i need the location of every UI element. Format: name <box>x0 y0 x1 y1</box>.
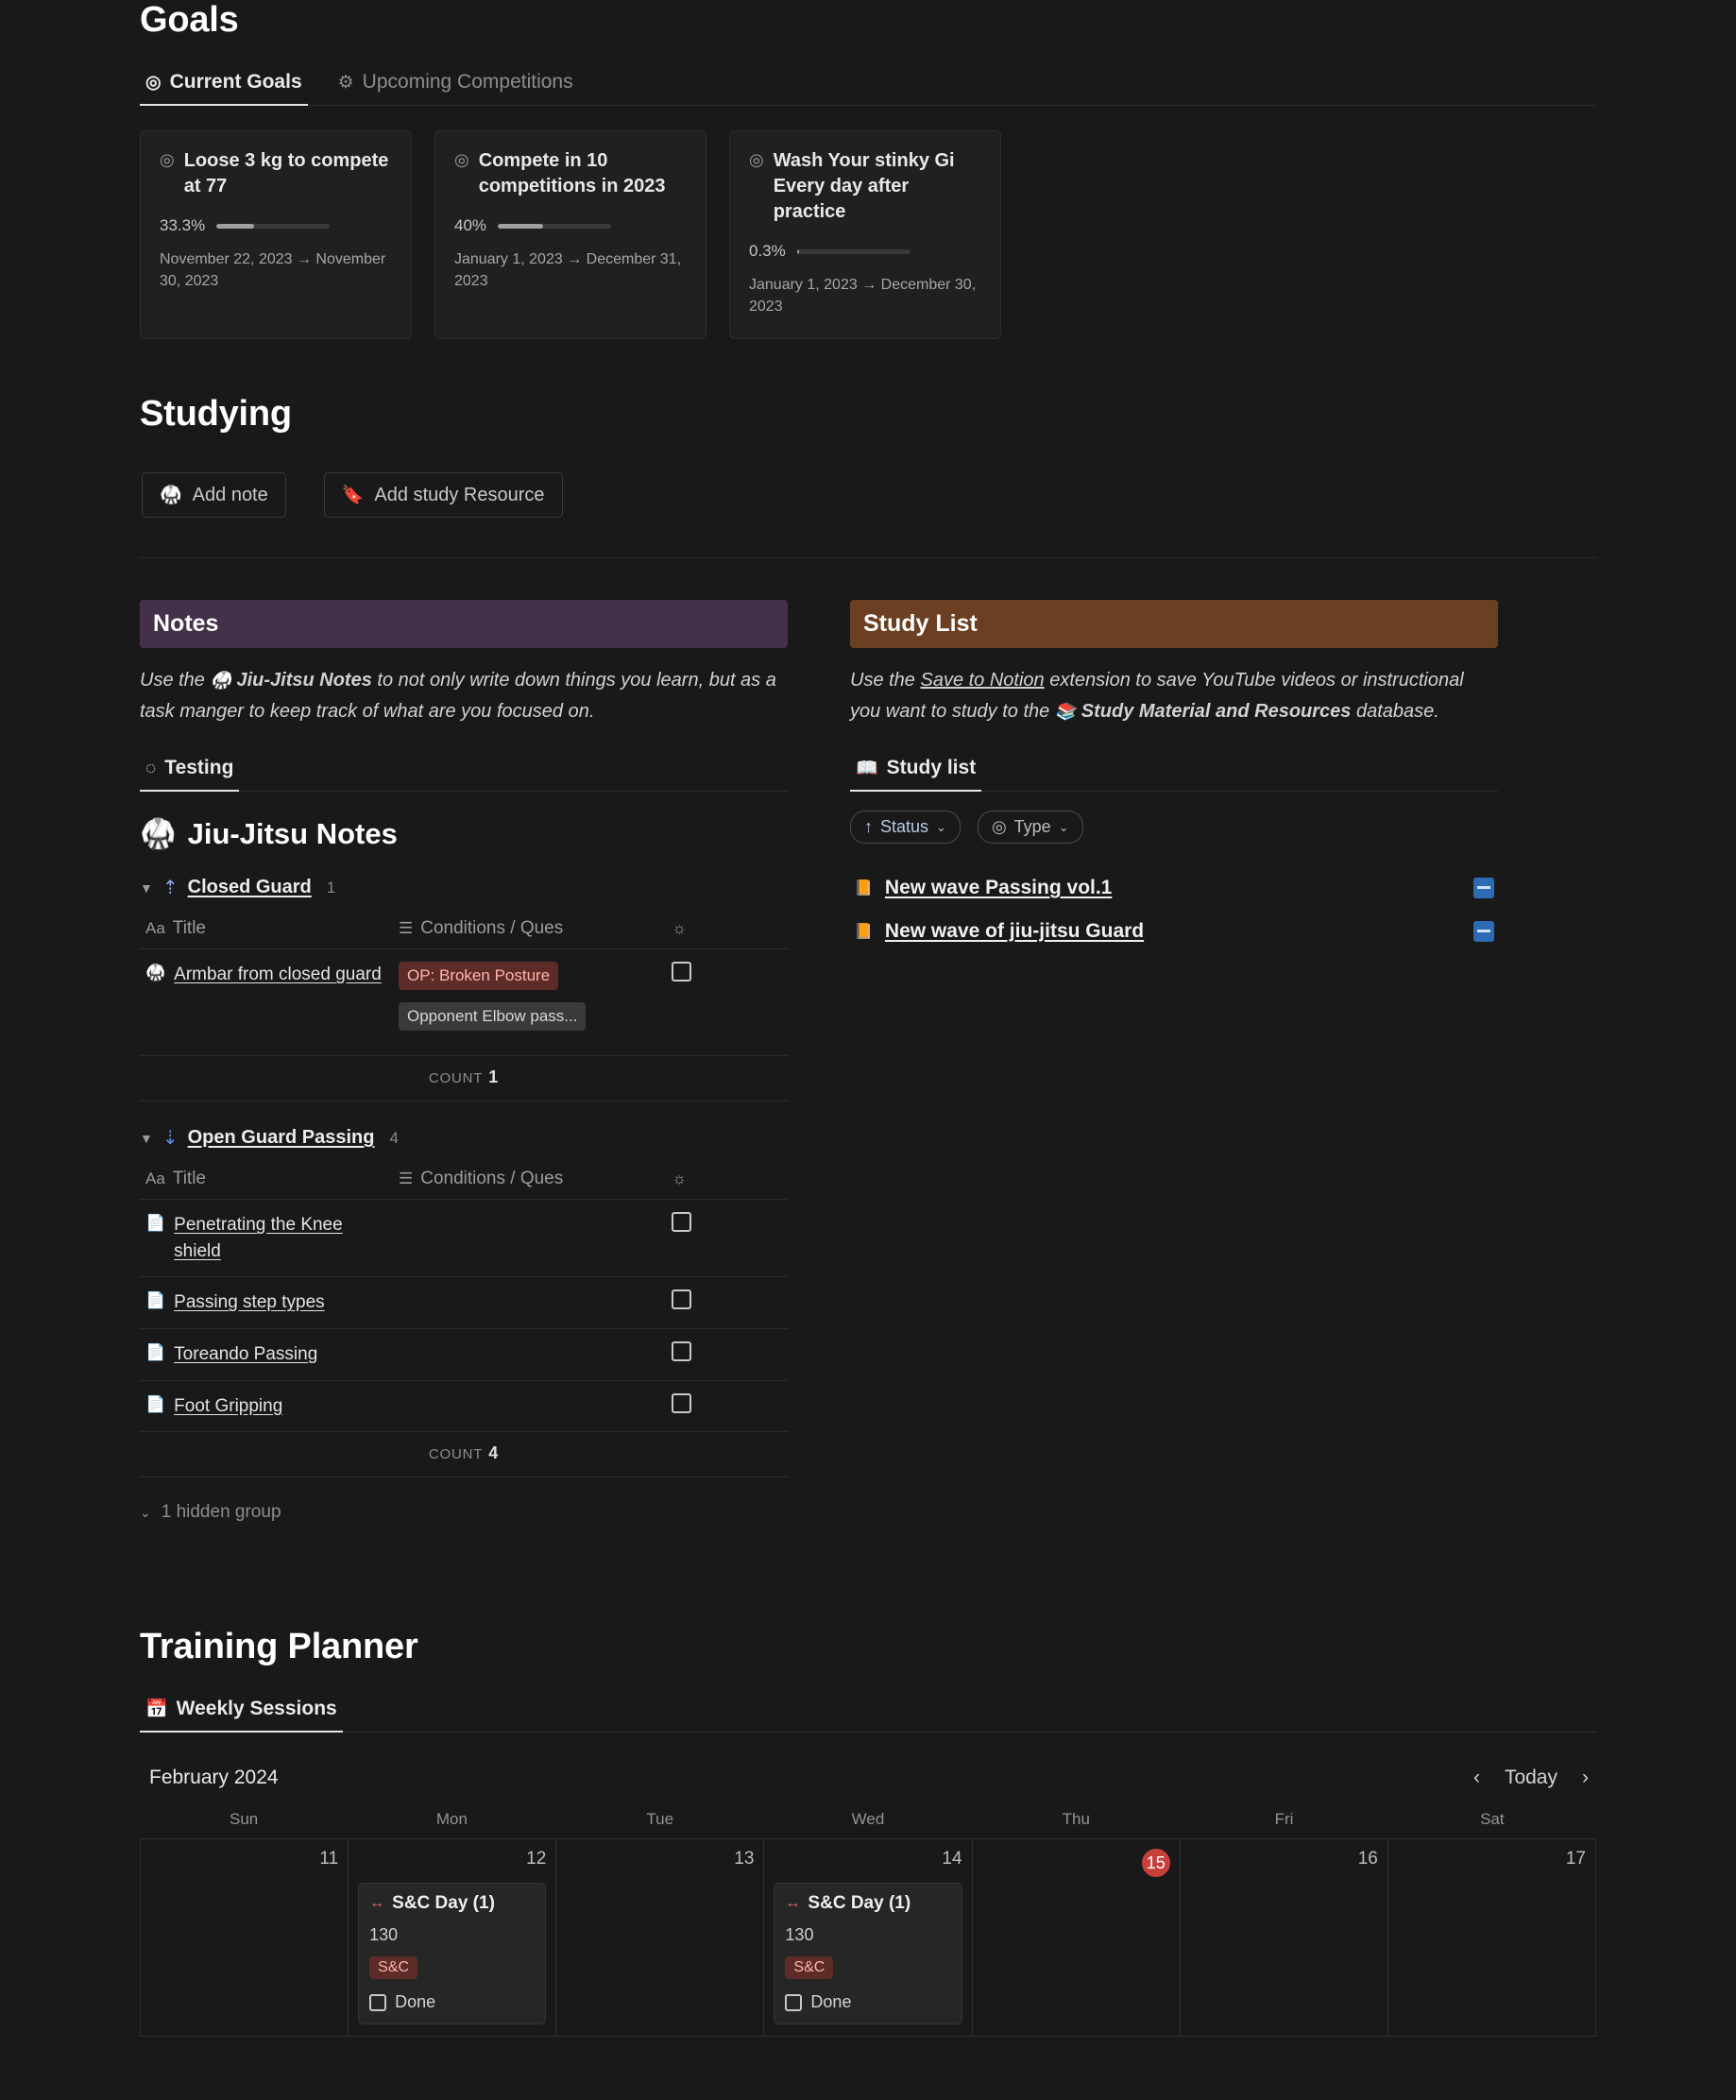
day-number: 17 <box>1565 1849 1586 1870</box>
group-count: 1 <box>326 878 336 896</box>
training-planner-section <box>140 1627 1596 2037</box>
today-button[interactable]: Today <box>1504 1767 1557 1789</box>
weekday-label: Sun <box>230 1810 259 1829</box>
target-icon: ◎ <box>145 72 162 93</box>
content-columns <box>140 600 1596 1523</box>
event-checkbox[interactable] <box>369 1994 386 2011</box>
database-title <box>140 816 788 851</box>
day-number: 14 <box>942 1849 962 1870</box>
column-header-conditions[interactable]: ☰ Conditions / Ques <box>393 909 666 949</box>
count-value: 1 <box>488 1067 500 1087</box>
kimono-icon: 🥋 <box>210 671 231 691</box>
loading-icon: ◌ <box>145 758 157 778</box>
weekday-label: Fri <box>1274 1810 1294 1829</box>
sun-icon: ☼ <box>672 1170 687 1188</box>
hidden-group-label: 1 hidden group <box>161 1502 281 1523</box>
event-done-label: Done <box>395 1992 436 2012</box>
list-item[interactable] <box>850 866 1498 910</box>
chevron-down-icon: ⌄ <box>1058 819 1069 834</box>
event-done-row[interactable] <box>369 1992 535 2012</box>
goal-card-header <box>749 148 981 225</box>
cell-title[interactable] <box>140 1277 393 1329</box>
desc-text-1: Use the <box>140 670 211 691</box>
row-title: Penetrating the Knee shield <box>174 1215 343 1261</box>
table-row[interactable] <box>140 1328 788 1380</box>
event-title-row <box>785 1893 950 1914</box>
calendar-header <box>140 1767 1596 1789</box>
event-title: S&C Day (1) <box>808 1893 911 1914</box>
column-header-conditions[interactable]: ☰ Conditions / Ques <box>393 1159 666 1200</box>
minus-badge-icon[interactable] <box>1473 921 1494 942</box>
filter-label: Type <box>1013 817 1051 837</box>
book-icon: 📙 <box>854 924 873 941</box>
weekday-label: Mon <box>435 1810 468 1829</box>
calendar-day-cell[interactable] <box>1388 1839 1596 2037</box>
target-icon: ◎ <box>454 150 469 169</box>
list-icon: ☰ <box>398 1170 414 1188</box>
day-number-today: 15 <box>1142 1849 1170 1877</box>
sort-up-icon: ↑ <box>864 817 873 837</box>
studying-section <box>140 394 1596 558</box>
study-list-tabstrip <box>850 751 1498 792</box>
button-label: Add note <box>192 484 268 505</box>
chevron-down-icon[interactable]: ▼ <box>140 879 153 896</box>
hidden-group-toggle[interactable] <box>140 1502 788 1523</box>
cell-checkbox[interactable] <box>666 1200 788 1277</box>
day-number: 16 <box>1357 1849 1378 1870</box>
day-number: 12 <box>526 1849 547 1870</box>
calendar-day-cell[interactable] <box>556 1839 764 2037</box>
weekday-label: Sat <box>1480 1810 1505 1829</box>
progress-bar <box>498 224 611 229</box>
book-icon: 📖 <box>856 758 878 778</box>
goal-title: Compete in 10 competitions in 2023 <box>478 150 666 196</box>
calendar-day-cell[interactable] <box>1181 1839 1388 2037</box>
goal-card-list <box>140 130 1596 339</box>
tab-current-goals[interactable] <box>140 65 308 105</box>
planner-title: Training Planner <box>140 1627 418 1667</box>
tag: Opponent Elbow pass... <box>399 1002 587 1031</box>
planner-tabstrip <box>140 1692 1596 1733</box>
column-header-title[interactable]: Aa Title <box>140 1159 393 1200</box>
table-row[interactable] <box>140 1277 788 1329</box>
goal-dates: November 22, 2023 → November 30, 2023 <box>160 251 386 290</box>
row-checkbox[interactable] <box>672 1341 691 1361</box>
tab-label: Current Goals <box>169 71 302 93</box>
group-count-row <box>140 1056 788 1101</box>
desc-text-2: to not only write down things you learn, but as a task manger to keep track of what are you focused on. <box>140 670 776 722</box>
notes-callout: Notes <box>140 600 788 648</box>
event-number: 130 <box>785 1925 814 1945</box>
calendar-grid <box>140 1838 1596 2037</box>
tab-label: Upcoming Competitions <box>362 71 573 93</box>
calendar-month-label: February 2024 <box>149 1767 279 1789</box>
next-month-button[interactable]: › <box>1582 1767 1589 1789</box>
calendar-day-cell[interactable] <box>349 1839 556 2037</box>
goal-progress <box>749 242 981 261</box>
group-name: Open Guard Passing <box>187 1127 375 1149</box>
add-study-resource-button[interactable] <box>324 472 563 518</box>
cell-conditions[interactable] <box>393 1200 666 1277</box>
cell-title[interactable] <box>140 1328 393 1380</box>
cell-conditions[interactable] <box>393 1277 666 1329</box>
desc-bold: Jiu-Jitsu Notes <box>236 670 372 691</box>
notes-table-closed-guard <box>140 909 788 1056</box>
cell-checkbox[interactable] <box>666 1277 788 1329</box>
count-value: 4 <box>488 1443 500 1463</box>
study-list-description <box>850 665 1498 726</box>
event-done-label: Done <box>810 1992 852 2012</box>
goal-percent: 33.3% <box>160 216 206 234</box>
database-title-label: Jiu-Jitsu Notes <box>187 816 398 850</box>
event-done-row[interactable] <box>785 1992 950 2012</box>
goal-dates: January 1, 2023 → December 31, 2023 <box>454 251 682 290</box>
goal-card-header <box>160 148 392 199</box>
desc-text-2: extension to save YouTube videos or instructional you want to study to the <box>850 670 1464 722</box>
filter-status[interactable] <box>850 811 961 844</box>
chevron-down-icon: ⌄ <box>140 1504 151 1520</box>
table-row[interactable] <box>140 949 788 1056</box>
group-header-closed-guard[interactable] <box>140 876 788 899</box>
study-list-filters <box>850 811 1498 844</box>
row-title: Foot Gripping <box>174 1395 283 1416</box>
count-label: COUNT <box>428 1446 484 1463</box>
column-header-title[interactable]: Aa Title <box>140 909 393 949</box>
kimono-icon: 🥋 <box>140 817 177 851</box>
cell-title[interactable] <box>140 1200 393 1277</box>
goal-card-header <box>454 148 687 199</box>
table-header-row <box>140 1159 788 1200</box>
desc-text-3: database. <box>1351 700 1439 722</box>
list-item-label: New wave Passing vol.1 <box>884 877 1113 899</box>
minus-badge-icon[interactable] <box>1473 878 1494 898</box>
calendar-day-cell-today[interactable] <box>973 1839 1181 2037</box>
row-title: Armbar from closed guard <box>174 965 382 985</box>
tab-upcoming-competitions[interactable] <box>332 65 579 105</box>
document-icon: 📄 <box>145 1394 166 1413</box>
group-name: Closed Guard <box>187 877 312 898</box>
calendar-event[interactable] <box>774 1883 962 2024</box>
goal-title: Wash Your stinky Gi Every day after practice <box>773 150 955 222</box>
row-checkbox[interactable] <box>672 1393 691 1413</box>
count-label: COUNT <box>428 1070 484 1087</box>
goal-percent: 0.3% <box>749 242 786 260</box>
goals-tabstrip <box>140 65 1596 106</box>
document-icon: 📄 <box>145 1342 166 1361</box>
notes-tabstrip <box>140 751 788 792</box>
goal-title: Loose 3 kg to compete at 77 <box>183 150 389 196</box>
button-label: Add study Resource <box>374 484 545 505</box>
cell-checkbox[interactable] <box>666 1380 788 1432</box>
tab-label: Weekly Sessions <box>176 1698 337 1720</box>
group-header-open-guard-passing[interactable] <box>140 1126 788 1150</box>
text-icon: Aa <box>145 919 165 938</box>
chevron-down-icon[interactable]: ▼ <box>140 1130 153 1146</box>
target-icon: ◎ <box>749 150 764 169</box>
progress-bar <box>216 224 330 229</box>
table-row[interactable] <box>140 1380 788 1432</box>
calendar-event[interactable] <box>358 1883 546 2024</box>
tab-study-list[interactable] <box>850 751 981 791</box>
tab-label: Testing <box>164 757 234 779</box>
calendar-weekday-row <box>140 1810 1596 1838</box>
weekday-label: Wed <box>851 1810 885 1829</box>
calendar-day-cell[interactable] <box>764 1839 972 2037</box>
target-icon: ◎ <box>160 150 175 169</box>
bookmark-icon: 🔖 <box>341 486 365 506</box>
weekday-label: Tue <box>646 1810 674 1829</box>
calendar-nav <box>1473 1767 1589 1789</box>
table-header-row <box>140 909 788 949</box>
desc-text-1: Use the <box>850 670 921 691</box>
column-header-status[interactable] <box>666 1159 788 1200</box>
book-icon: 📙 <box>854 880 873 897</box>
document-icon: 📄 <box>145 1291 166 1310</box>
cell-checkbox[interactable] <box>666 949 788 1056</box>
row-title: Passing step types <box>174 1292 325 1313</box>
event-number: 130 <box>369 1925 399 1945</box>
cell-conditions[interactable] <box>393 1328 666 1380</box>
row-title: Toreando Passing <box>174 1343 318 1364</box>
filter-label: Status <box>880 817 929 837</box>
cell-conditions[interactable] <box>393 949 666 1056</box>
goal-card[interactable] <box>729 130 1001 339</box>
goal-progress <box>454 216 687 235</box>
goal-percent: 40% <box>454 216 487 234</box>
event-tag: S&C <box>785 1956 833 1979</box>
gear-icon: ⚙ <box>337 72 354 93</box>
tab-weekly-sessions[interactable] <box>140 1692 343 1732</box>
column-header-status[interactable] <box>666 909 788 949</box>
weekday-label: Thu <box>1062 1810 1090 1829</box>
list-icon: ☰ <box>398 919 414 938</box>
table-row[interactable] <box>140 1200 788 1277</box>
study-list-column <box>850 600 1498 1523</box>
group-count: 4 <box>389 1128 399 1147</box>
study-list-items <box>850 866 1498 953</box>
dumbbell-icon: ↔ <box>369 1895 385 1912</box>
divider <box>140 557 1596 558</box>
event-title-row <box>369 1893 535 1914</box>
row-checkbox[interactable] <box>672 962 691 982</box>
goal-dates: January 1, 2023 → December 30, 2023 <box>749 277 977 316</box>
goals-section <box>140 0 1596 339</box>
row-checkbox[interactable] <box>672 1289 691 1309</box>
progress-bar <box>797 249 911 254</box>
goal-card[interactable] <box>434 130 706 339</box>
document-icon: 📄 <box>145 1214 166 1233</box>
cell-conditions[interactable] <box>393 1380 666 1432</box>
row-checkbox[interactable] <box>672 1212 691 1232</box>
cell-checkbox[interactable] <box>666 1328 788 1380</box>
filter-type[interactable] <box>978 811 1083 844</box>
tab-testing[interactable] <box>140 751 239 791</box>
tag: OP: Broken Posture <box>399 962 558 990</box>
study-list-callout: Study List <box>850 600 1498 648</box>
kimono-icon: 🥋 <box>160 486 182 506</box>
circle-icon: ◎ <box>991 817 1007 837</box>
chevron-down-icon: ⌄ <box>936 819 946 834</box>
event-tag: S&C <box>369 1956 417 1979</box>
books-icon: 📚 <box>1054 701 1077 721</box>
group-icon: ⇡ <box>162 878 179 899</box>
goal-progress <box>160 216 392 235</box>
group-icon: ⇣ <box>162 1128 179 1150</box>
list-item-label: New wave of jiu-jitsu Guard <box>884 920 1145 943</box>
tab-label: Study list <box>886 757 977 779</box>
calendar-day-cell[interactable] <box>141 1839 349 2037</box>
cell-title[interactable] <box>140 949 393 1056</box>
sun-icon: ☼ <box>672 919 687 938</box>
notes-description <box>140 665 788 726</box>
prev-month-button[interactable]: ‹ <box>1472 1767 1480 1789</box>
kimono-icon: 🥋 <box>145 964 166 982</box>
calendar-icon: 📅 <box>145 1699 168 1719</box>
studying-buttons <box>140 472 1596 518</box>
group-count-row <box>140 1432 788 1477</box>
day-number: 11 <box>319 1849 339 1870</box>
goal-card[interactable] <box>140 130 412 339</box>
notes-column <box>140 600 788 1523</box>
save-to-notion-link[interactable]: Save to Notion <box>920 670 1045 691</box>
page-title: Goals <box>140 0 239 40</box>
add-note-button[interactable] <box>142 472 286 518</box>
notes-table-open-guard <box>140 1159 788 1432</box>
desc-bold: Study Material and Resources <box>1081 700 1352 722</box>
event-title: S&C Day (1) <box>392 1893 495 1914</box>
dumbbell-icon: ↔ <box>785 1895 801 1912</box>
studying-title: Studying <box>140 394 292 435</box>
text-icon: Aa <box>145 1170 165 1188</box>
cell-title[interactable] <box>140 1380 393 1432</box>
day-number: 13 <box>734 1849 755 1870</box>
list-item[interactable] <box>850 910 1498 953</box>
event-checkbox[interactable] <box>785 1994 802 2011</box>
